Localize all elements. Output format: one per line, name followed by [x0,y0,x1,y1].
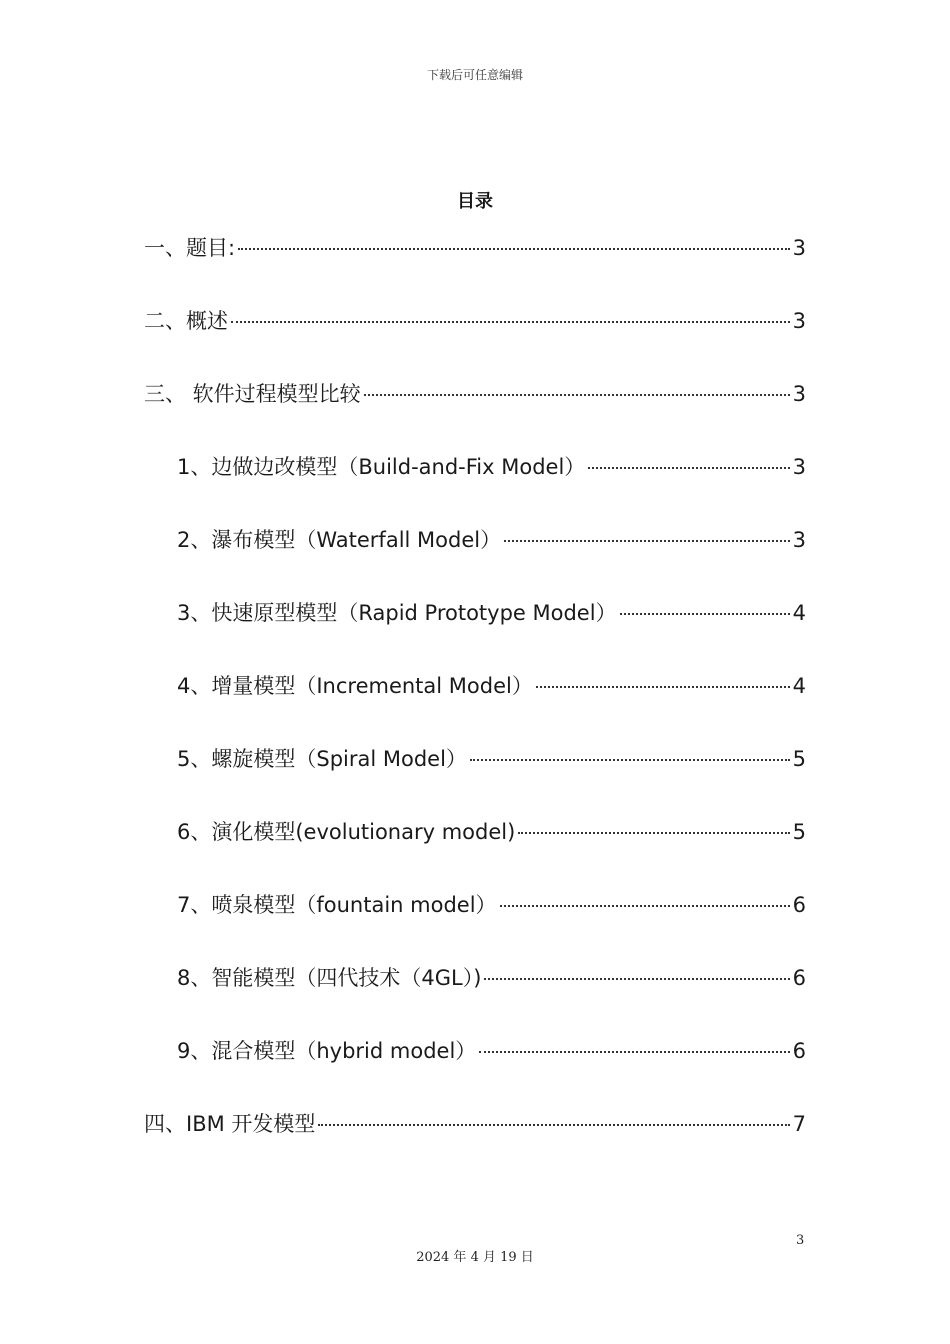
dot-leader [518,832,789,834]
dot-leader [588,467,789,469]
toc-entry-evolutionary[interactable] [177,816,806,852]
toc-entry-text: 1、边做边改模型（Build-and-Fix Model） [177,455,586,479]
toc-entry-text: 一、题目: [144,236,236,260]
dot-leader [504,540,790,542]
toc-entry-page: 6 [792,1039,806,1063]
toc-entry-rapid-prototype[interactable] [177,597,806,633]
toc-entry-text: 二、概述 [144,309,228,333]
toc-entry-page: 5 [792,820,806,844]
toc-entry-page: 3 [792,455,806,479]
dot-leader [470,759,790,761]
toc-entry-text: 6、演化模型(evolutionary model) [177,820,516,844]
toc-entry-text: 3、快速原型模型（Rapid Prototype Model） [177,601,617,625]
toc-entry-page: 5 [792,747,806,771]
toc-entry-text: 2、瀑布模型（Waterfall Model） [177,528,502,552]
toc-entry-text: 三、 软件过程模型比较 [144,382,361,406]
toc-entry-ibm-model[interactable] [144,1108,806,1144]
toc-entry-page: 3 [792,236,806,260]
toc-entry-fountain[interactable] [177,889,806,925]
toc-entry-spiral[interactable] [177,743,806,779]
dot-leader [484,978,789,980]
page-number: 3 [796,1233,805,1248]
dot-leader [536,686,790,688]
toc-entry-page: 3 [792,382,806,406]
toc-entry-page: 6 [792,893,806,917]
dot-leader [500,905,790,907]
toc-entry-page: 4 [792,674,806,698]
toc-entry-build-and-fix[interactable] [177,451,806,487]
toc-entry-intelligent[interactable] [177,962,806,998]
toc-entry-text: 7、喷泉模型（fountain model） [177,893,497,917]
footer-date: 2024 年 4 月 19 日 [416,1250,534,1265]
toc-entry-page: 7 [792,1112,806,1136]
toc-entry-text: 4、增量模型（Incremental Model） [177,674,533,698]
toc-entry-incremental[interactable] [177,670,806,706]
toc-entry-page: 4 [792,601,806,625]
dot-leader [620,613,790,615]
toc-entry-title[interactable] [144,232,806,268]
dot-leader [238,248,790,250]
toc-entry-text: 5、螺旋模型（Spiral Model） [177,747,467,771]
dot-leader [318,1124,789,1126]
header-note: 下载后可任意编辑 [426,68,523,82]
toc-entry-hybrid[interactable] [177,1035,806,1071]
toc-entry-overview[interactable] [144,305,806,341]
toc-entry-waterfall[interactable] [177,524,806,560]
dot-leader [479,1051,789,1053]
toc-entry-model-comparison[interactable] [144,378,806,414]
toc-title: 目录 [457,191,493,212]
toc-entry-text: 9、混合模型（hybrid model） [177,1039,477,1063]
dot-leader [364,394,790,396]
toc-entry-page: 6 [792,966,806,990]
dot-leader [231,321,790,323]
toc-entry-page: 3 [792,309,806,333]
toc-entry-page: 3 [792,528,806,552]
toc-entry-text: 8、智能模型（四代技术（4GL）) [177,966,482,990]
toc-entry-text: 四、IBM 开发模型 [144,1112,316,1136]
